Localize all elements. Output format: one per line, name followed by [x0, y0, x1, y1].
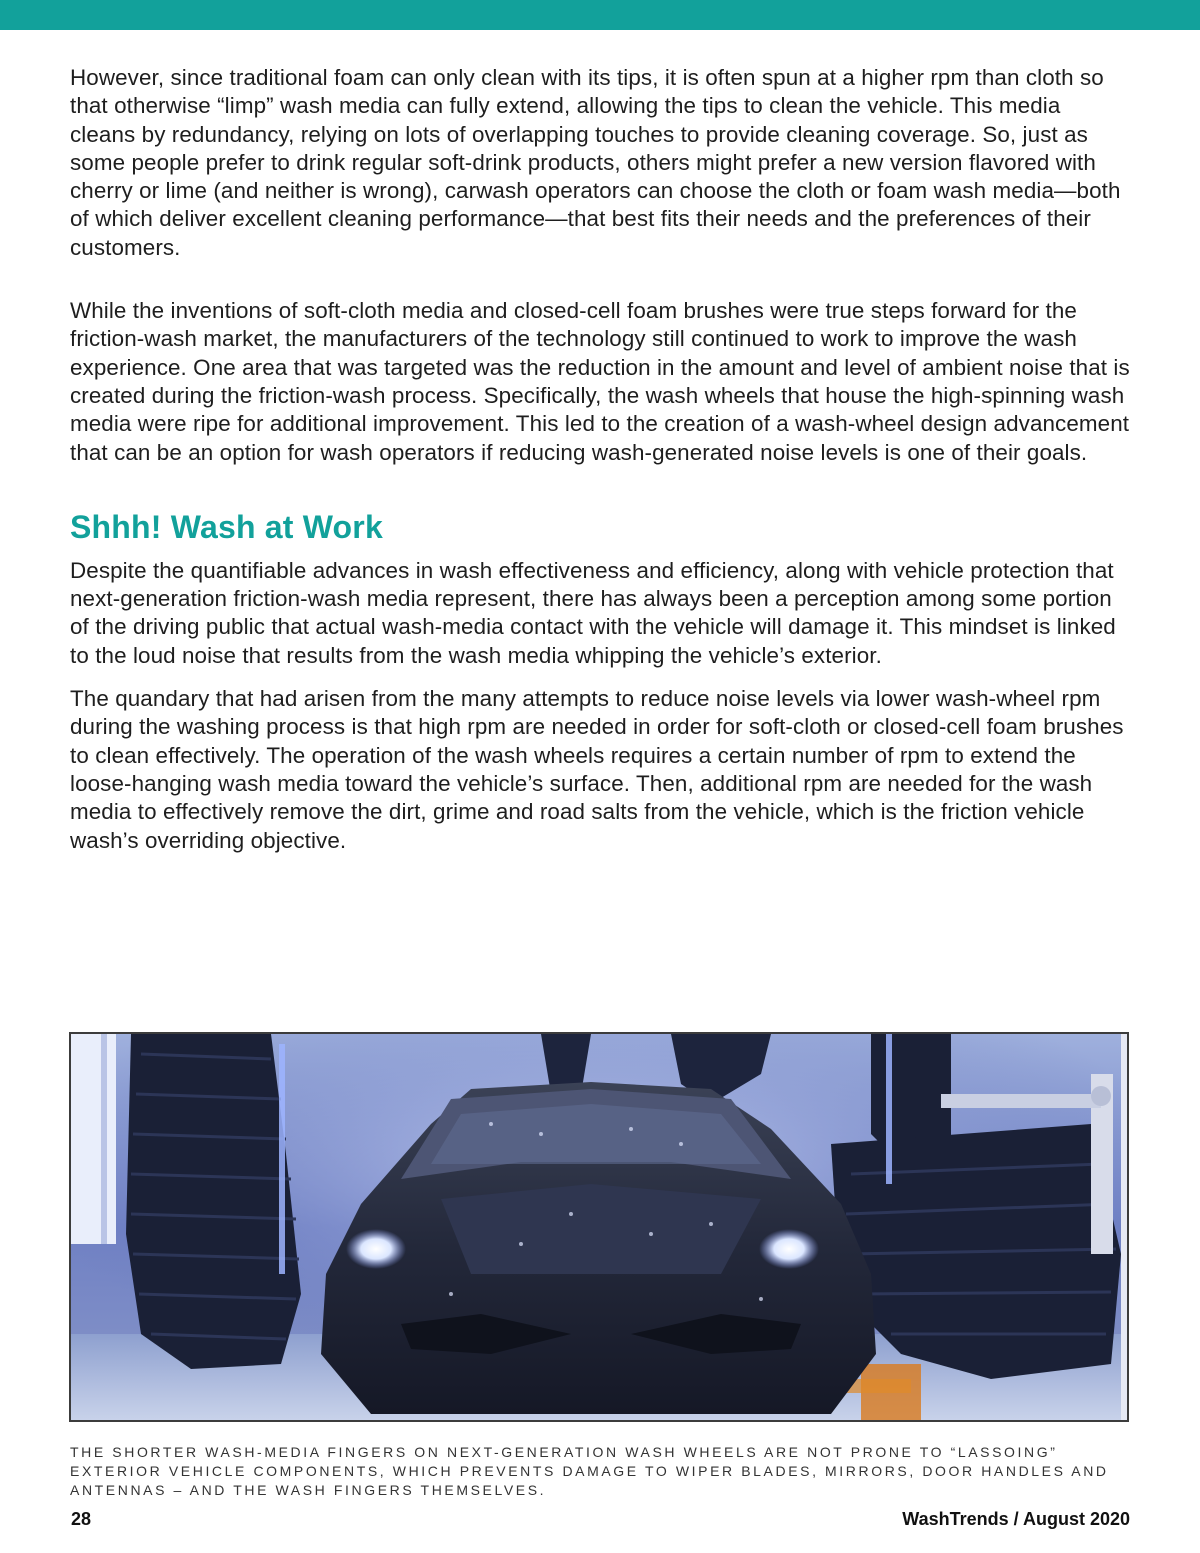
paragraph-quandary: The quandary that had arisen from the many attempts to reduce noise levels via lower wash-wheel rpm during the washing process is that high rpm are needed in order for soft-cloth or closed-cell foam brushes to clean effectively. The operation of the wash wheels requires a certain number of rpm to extend the loose-hanging wash media toward the vehicle’s surface. Then, additional rpm are needed for the wash media to effectively remove the dirt, grime and road salts from the vehicle, which is the friction vehicle wash’s overriding objective. [70, 686, 1124, 853]
photo-caption: THE SHORTER WASH-MEDIA FINGERS ON NEXT-GENERATION WASH WHEELS ARE NOT PRONE TO “LASSOING” EXTERIOR VEHICLE COMPONENTS, WHICH PREVENTS DAMAGE TO WIPER BLADES, MIRRORS, DOOR HANDLES AND ANTENNAS – AND THE WASH FINGERS THEMSELVES. [70, 1444, 1109, 1498]
section-heading: Shhh! Wash at Work [70, 508, 383, 545]
paragraph-perception: Despite the quantifiable advances in wash effectiveness and efficiency, along with vehicle protection that next-generation friction-wash media represent, there has always been a perception among some portion of the driving public that actual wash-media contact with the vehicle will damage it. This mindset is linked to the loud noise that results from the wash media whipping the vehicle’s exterior. [70, 557, 1116, 668]
header-accent-band [0, 0, 1200, 30]
carwash-photo [69, 1032, 1129, 1422]
page-number: 28 [71, 1509, 92, 1529]
paragraph-noise-reduction: While the inventions of soft-cloth media and closed-cell foam brushes were true steps forward for the friction-wash market, the manufacturers of the technology still continued to work to improve the wash experience. One area that was targeted was the reduction in the amount and level of ambient noise that is created during the friction-wash process. Specifically, the wash wheels that house the high-spinning wash media were ripe for additional improvement. This led to the creation of a wash-wheel design advancement that can be an option for wash operators if reducing wash-generated noise levels is one of their goals. [70, 298, 1130, 465]
paragraph-foam-media: However, since traditional foam can only clean with its tips, it is often spun at a higher rpm than cloth so that otherwise “limp” wash media can fully extend, allowing the tips to clean the vehicle. This media cleans by redundancy, relying on lots of overlapping touches to provide cleaning coverage. So, just as some people prefer to drink regular soft-drink products, others might prefer a new version flavored with cherry or lime (and neither is wrong), carwash operators can choose the cloth or foam wash media—both of which deliver excellent cleaning performance—that best fits their needs and the preferences of their customers. [70, 65, 1121, 260]
article-body [70, 64, 1130, 855]
publication-issue: WashTrends / August 2020 [902, 1509, 1130, 1529]
